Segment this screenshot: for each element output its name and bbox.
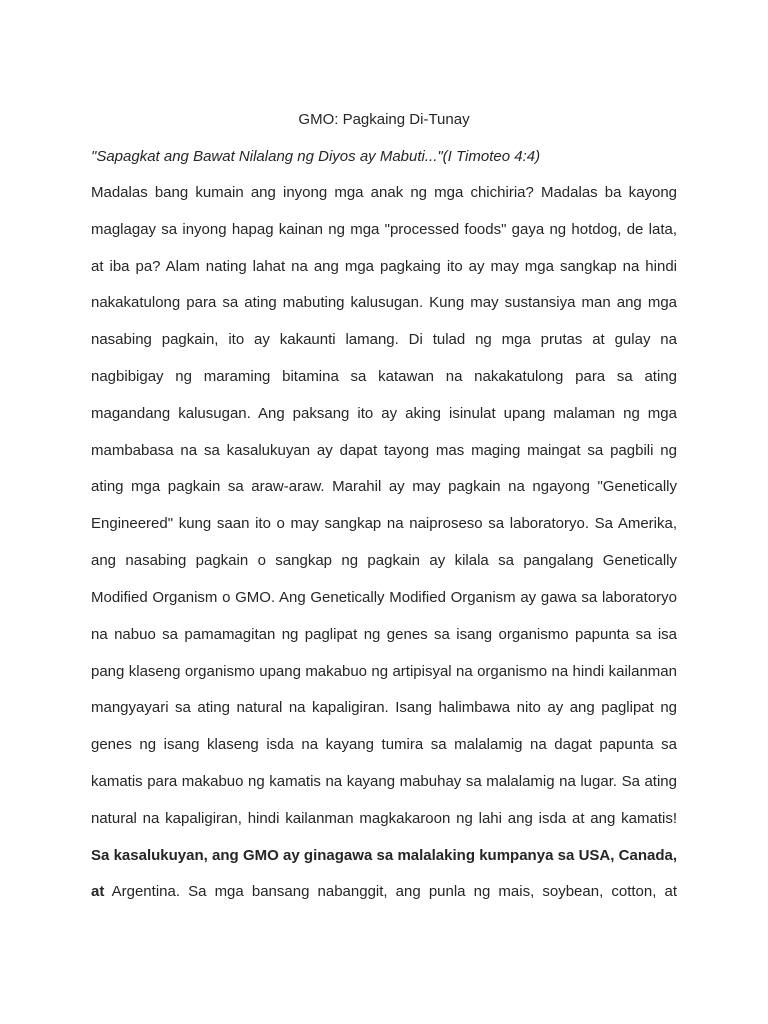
body-line: mambabasa na sa kasalukuyan ay dapat tayong mas maging maingat sa pagbili ng — [91, 442, 677, 459]
bold-word: at — [91, 883, 105, 900]
body-line: Engineered" kung saan ito o may sangkap na naiproseso sa laboratoryo. Sa Amerika, — [91, 515, 677, 532]
body-line: genes ng isang klaseng isda na kayang tumira sa malalamig na dagat papunta sa — [91, 736, 677, 753]
body-line-mixed — [91, 883, 677, 901]
body-line: magandang kalusugan. Ang paksang ito ay aking isinulat upang malaman ng mga — [91, 405, 677, 422]
body-line: Modified Organism o GMO. Ang Genetically Modified Organism ay gawa sa laboratoryo — [91, 589, 677, 606]
document-title: GMO: Pagkaing Di-Tunay — [298, 111, 470, 128]
body-line: nagbibigay ng maraming bitamina sa katawan na nakakatulong para sa ating — [91, 368, 677, 385]
bible-quote: "Sapagkat ang Bawat Nilalang ng Diyos ay Mabuti..."(I Timoteo 4:4) — [91, 148, 541, 165]
body-line: nakakatulong para sa ating mabuting kalusugan. Kung may sustansiya man ang mga — [91, 294, 677, 311]
body-line: maglagay sa inyong hapag kainan ng mga "processed foods" gaya ng hotdog, de lata, — [91, 221, 677, 238]
body-line-rest: Argentina. Sa mga bansang nabanggit, ang punla ng mais, soybean, cotton, at — [104, 883, 677, 900]
body-line: kamatis para makabuo ng kamatis na kayang mabuhay sa malalamig na lugar. Sa ating — [91, 773, 677, 790]
body-line: natural na kapaligiran, hindi kailanman magkakaroon ng lahi ang isda at ang kamatis! — [91, 810, 677, 827]
body-line: na nabuo sa pamamagitan ng paglipat ng genes sa isang organismo papunta sa isa — [91, 626, 677, 643]
body-line: at iba pa? Alam nating lahat na ang mga pagkaing ito ay may mga sangkap na hindi — [91, 258, 677, 275]
body-line-bold: Sa kasalukuyan, ang GMO ay ginagawa sa malalaking kumpanya sa USA, Canada, — [91, 847, 677, 864]
body-line: mangyayari sa ating natural na kapaligiran. Isang halimbawa nito ay ang paglipat ng — [91, 699, 677, 716]
body-line: Madalas bang kumain ang inyong mga anak ng mga chichiria? Madalas ba kayong — [91, 184, 677, 201]
body-line: ating mga pagkain sa araw-araw. Marahil ay may pagkain na ngayong "Genetically — [91, 478, 677, 495]
body-line: pang klaseng organismo upang makabuo ng artipisyal na organismo na hindi kailanman — [91, 663, 677, 680]
body-line: nasabing pagkain, ito ay kakaunti lamang. Di tulad ng mga prutas at gulay na — [91, 331, 677, 348]
body-line: ang nasabing pagkain o sangkap ng pagkain ay kilala sa pangalang Genetically — [91, 552, 677, 569]
